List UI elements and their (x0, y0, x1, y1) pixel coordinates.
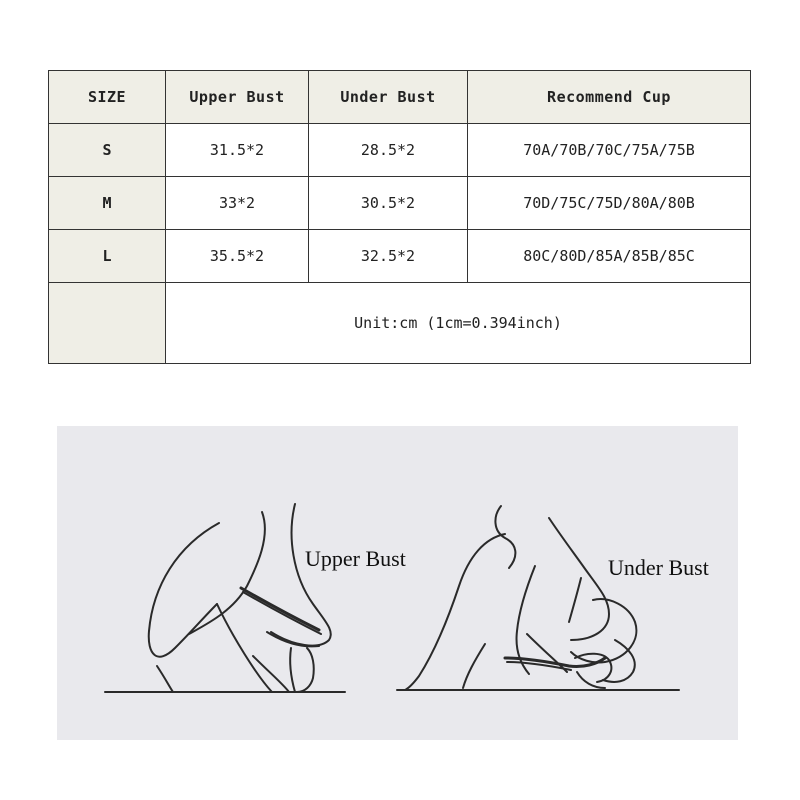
header-under-bust: Under Bust (309, 71, 468, 124)
header-recommend-cup: Recommend Cup (468, 71, 751, 124)
table-row (49, 230, 751, 283)
size-cell: S (49, 124, 166, 177)
empty-size-cell (49, 283, 166, 364)
table-header-row (49, 71, 751, 124)
under-bust-figure (397, 506, 679, 690)
size-cell: L (49, 230, 166, 283)
upper-bust-figure (105, 504, 345, 692)
upper-bust-cell: 35.5*2 (166, 230, 309, 283)
unit-row (49, 283, 751, 364)
recommend-cup-cell: 80C/80D/85A/85B/85C (468, 230, 751, 283)
under-bust-cell: 30.5*2 (309, 177, 468, 230)
header-size: SIZE (49, 71, 166, 124)
table-row (49, 177, 751, 230)
upper-bust-label: Upper Bust (305, 546, 406, 571)
upper-bust-cell: 31.5*2 (166, 124, 309, 177)
recommend-cup-cell: 70D/75C/75D/80A/80B (468, 177, 751, 230)
size-cell: M (49, 177, 166, 230)
unit-note: Unit:cm (1cm=0.394inch) (166, 283, 751, 364)
upper-bust-cell: 33*2 (166, 177, 309, 230)
under-bust-cell: 32.5*2 (309, 230, 468, 283)
size-chart-table (48, 70, 751, 364)
measurement-diagram (57, 426, 738, 740)
table-row (49, 124, 751, 177)
measurement-illustration (57, 426, 738, 740)
header-upper-bust: Upper Bust (166, 71, 309, 124)
under-bust-label: Under Bust (608, 555, 709, 580)
under-bust-cell: 28.5*2 (309, 124, 468, 177)
recommend-cup-cell: 70A/70B/70C/75A/75B (468, 124, 751, 177)
